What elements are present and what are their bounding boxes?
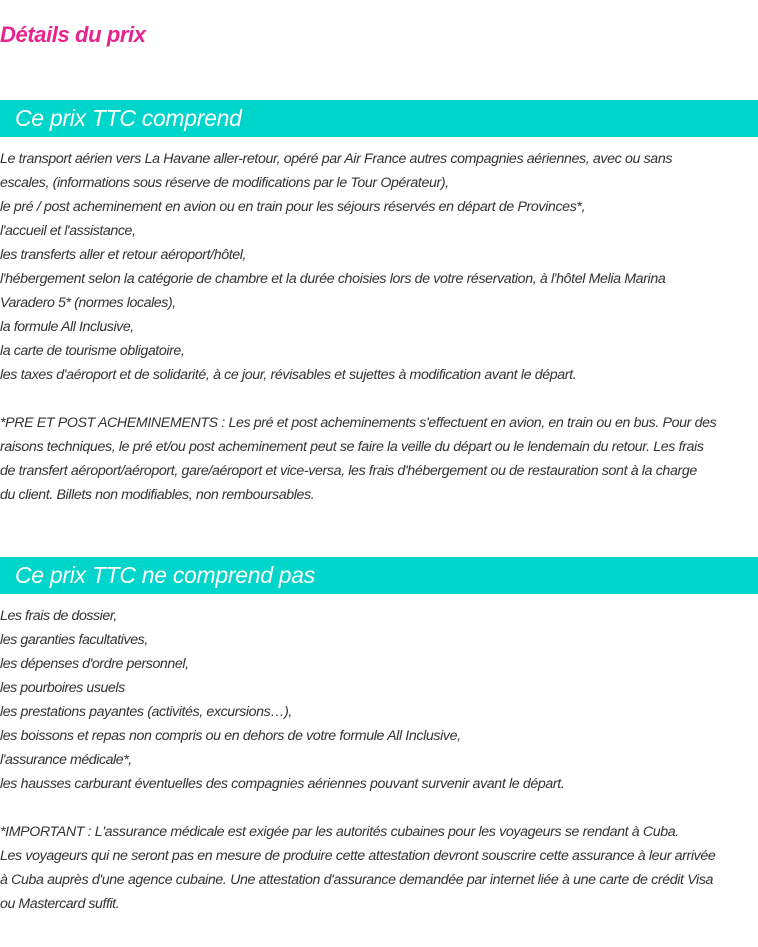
note-line: *PRE ET POST ACHEMINEMENTS : Les pré et post acheminements s'effectuent en avion, en train ou en bus. Pour des	[0, 415, 717, 431]
list-item: Varadero 5* (normes locales),	[0, 295, 176, 311]
excluded-section-header: Ce prix TTC ne comprend pas	[0, 557, 758, 594]
list-item: les taxes d'aéroport et de solidarité, à ce jour, révisables et sujettes à modification avant le départ.	[0, 367, 577, 383]
note-line: ou Mastercard suffit.	[0, 896, 120, 912]
list-item: la formule All Inclusive,	[0, 319, 134, 335]
list-item: Le transport aérien vers La Havane aller-retour, opéré par Air France autres compagnies aériennes, avec ou sans	[0, 151, 673, 167]
note-line: du client. Billets non modifiables, non remboursables.	[0, 487, 315, 503]
note-line: Les voyageurs qui ne seront pas en mesure de produire cette attestation devront souscrire cette assurance à leur arrivée	[0, 848, 716, 864]
list-item: Les frais de dossier,	[0, 608, 117, 624]
list-item: les boissons et repas non compris ou en dehors de votre formule All Inclusive,	[0, 728, 461, 744]
note-line: de transfert aéroport/aéroport, gare/aéroport et vice-versa, les frais d'hébergement ou de restauration sont à la charge	[0, 463, 697, 479]
list-item: les pourboires usuels	[0, 680, 125, 696]
list-item: les prestations payantes (activités, excursions…),	[0, 704, 292, 720]
list-item: les transferts aller et retour aéroport/hôtel,	[0, 247, 247, 263]
list-item: escales, (informations sous réserve de modifications par le Tour Opérateur),	[0, 175, 449, 191]
note-line: *IMPORTANT : L'assurance médicale est exigée par les autorités cubaines pour les voyageurs se rendant à Cuba.	[0, 824, 679, 840]
list-item: les garanties facultatives,	[0, 632, 148, 648]
list-item: le pré / post acheminement en avion ou en train pour les séjours réservés en départ de Provinces*,	[0, 199, 586, 215]
included-note	[0, 411, 758, 507]
note-line: raisons techniques, le pré et/ou post acheminement peut se faire la veille du départ ou le lendemain du retour. Les frais	[0, 439, 704, 455]
excluded-note	[0, 820, 758, 916]
list-item: l'assurance médicale*,	[0, 752, 132, 768]
list-item: les hausses carburant éventuelles des compagnies aériennes pouvant survenir avant le départ.	[0, 776, 565, 792]
list-item: l'accueil et l'assistance,	[0, 223, 136, 239]
included-list	[0, 147, 758, 387]
page-title: Détails du prix	[0, 22, 146, 47]
included-section-header: Ce prix TTC comprend	[0, 100, 758, 137]
list-item: l'hébergement selon la catégorie de chambre et la durée choisies lors de votre réservation, à l'hôtel Melia Marina	[0, 271, 666, 287]
note-line: à Cuba auprès d'une agence cubaine. Une attestation d'assurance demandée par internet liée à une carte de crédit Visa	[0, 872, 714, 888]
list-item: la carte de tourisme obligatoire,	[0, 343, 185, 359]
list-item: les dépenses d'ordre personnel,	[0, 656, 189, 672]
excluded-list	[0, 604, 758, 796]
